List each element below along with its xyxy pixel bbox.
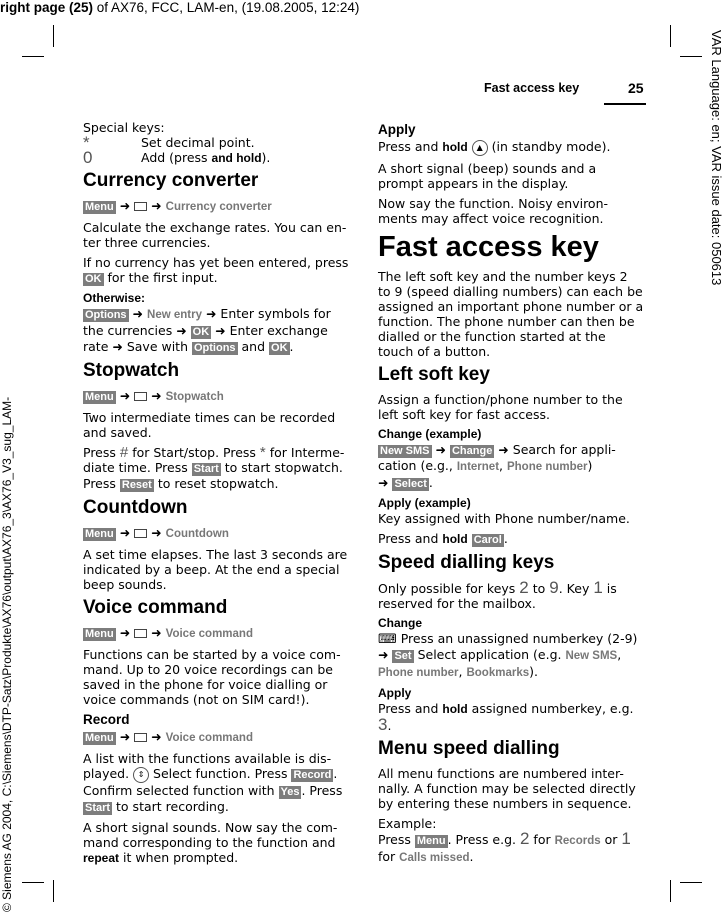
currency-title: Currency converter [83, 170, 259, 191]
paragraph: New SMS ➜ Change ➜ Search for appli-cation (e.g., Internet, Phone number) ➜ Select . [378, 441, 616, 490]
voice-command-title: Voice command [83, 597, 228, 618]
paragraph: Press Menu . Press e.g. 2 for Records or 1 for Calls missed. [378, 828, 631, 864]
menu-softkey[interactable]: Menu [416, 834, 446, 847]
paragraph: Assign a function/phone number to the left soft key for fast access. [378, 391, 623, 422]
left-soft-key-title: Left soft key [378, 363, 490, 385]
paragraph: Press and hold Carol . [378, 530, 508, 546]
key-row [83, 150, 349, 166]
example-label: Example: [378, 815, 437, 831]
crop-mark [670, 25, 671, 47]
key-desc: Set decimal point. [141, 135, 255, 150]
document-meta [0, 0, 359, 15]
menu-softkey[interactable]: Menu [85, 391, 114, 403]
paragraph: Options ➜ New entry ➜ Enter symbols for the currencies ➜ OK ➜ Enter exchange rate ➜ Save with Options and OK . [83, 306, 331, 354]
paragraph: A set time elapses. The last 3 seconds are indicated by a beep. At the end a special beep sounds. [83, 547, 348, 592]
side-note-right: VAR Language: en; VAR issue date: 050613 [709, 30, 724, 286]
extras-icon [134, 629, 147, 638]
fast-access-title: Fast access key [378, 230, 599, 263]
crop-mark [22, 56, 44, 57]
paragraph: Press and hold ▲ (in standby mode). [378, 139, 611, 154]
carol-softkey[interactable]: Carol [473, 533, 502, 546]
running-header: Fast access key [484, 81, 580, 95]
extras-icon [134, 202, 147, 211]
record-title: Record [83, 712, 130, 727]
set-softkey[interactable]: Set [394, 649, 412, 662]
extras-icon [134, 392, 147, 401]
apply-title: Apply [378, 122, 416, 137]
nav-up-key-icon: ▲ [472, 140, 488, 156]
meta-page: right page (25) [0, 0, 94, 15]
menu-speed-title: Menu speed dialling [378, 737, 560, 759]
ok-softkey[interactable]: OK [271, 342, 288, 354]
paragraph: Functions can be started by a voice com-mand. Up to 20 voice recordings can be saved in the phone for voice dialling or voice commands (not on SIM card!). [83, 647, 341, 707]
paragraph: Now say the function. Noisy environ-ments may affect voice recognition. [378, 195, 609, 226]
menu-softkey[interactable]: Menu [85, 732, 114, 744]
menu-softkey[interactable]: Menu [85, 528, 114, 540]
start-softkey[interactable]: Start [193, 463, 219, 475]
menu-path: Menu ➜ ➜ Stopwatch [85, 388, 224, 403]
menu-path: Menu ➜ ➜ Voice command [85, 625, 253, 640]
paragraph: A short signal sounds. Now say the com-mand corresponding to the function and repeat it when prompted. [83, 819, 338, 865]
paragraph: ⌨ Press an unassigned numberkey (2-9) ➜ Set Select application (e.g. New SMS, Phone number, Bookmarks). [378, 630, 638, 679]
paragraph: The left soft key and the number keys 2 to 9 (speed dialling numbers) can each be assigned an important phone number or a function. The phone number can then be dialled or the function started at the touch of a button. [378, 268, 644, 359]
menu-path: Menu ➜ ➜ Countdown [85, 525, 229, 540]
paragraph: If no currency has yet been entered, press OK for the first input. [83, 255, 349, 285]
crop-mark [680, 882, 702, 883]
change-example-label: Change (example) [378, 426, 482, 441]
options-softkey[interactable]: Options [85, 309, 127, 321]
star-key: * [83, 133, 90, 152]
countdown-title: Countdown [83, 497, 188, 518]
paragraph: A short signal (beep) sounds and a prompt appears in the display. [378, 160, 597, 191]
start-softkey[interactable]: Start [85, 801, 111, 814]
nav-key-icon: ⇕ [133, 767, 149, 783]
paragraph: A list with the functions available is dis-played. ⇕ Select function. Press Record . Confirm selected function with Yes . Press Start to start recording. [83, 751, 343, 814]
stopwatch-title: Stopwatch [83, 360, 180, 381]
crop-mark [53, 25, 54, 47]
paragraph: Key assigned with Phone number/name. [378, 510, 630, 526]
otherwise-label: Otherwise: [83, 291, 146, 305]
paragraph: All menu functions are numbered inter-nally. A function may be selected directly by entering these numbers in sequence. [378, 765, 636, 811]
side-note-left: © Siemens AG 2004, C:\Siemens\DTP-Satz\Produkte\AX76\output\AX76_3\AX76_V3_sug_LAM- [0, 396, 14, 912]
speed-dialling-title: Speed dialling keys [378, 551, 555, 573]
apply-label: Apply [378, 685, 412, 700]
crop-mark [680, 56, 702, 57]
reset-softkey[interactable]: Reset [121, 479, 152, 491]
crop-mark [53, 880, 54, 902]
meta-info: of AX76, FCC, LAM-en, (19.08.2005, 12:24) [93, 0, 360, 15]
menu-path: Menu ➜ ➜ Voice command [85, 729, 253, 744]
left-column [83, 120, 349, 871]
right-column [378, 120, 644, 871]
paragraph: Calculate the exchange rates. You can en-ter three currencies. [83, 220, 347, 250]
paragraph: Two intermediate times can be recorded and saved. [83, 410, 336, 440]
menu-path: Menu ➜ ➜ Currency converter [85, 198, 272, 213]
ok-softkey[interactable]: OK [85, 273, 102, 285]
zero-key: 0 [83, 148, 93, 167]
select-softkey[interactable]: Select [394, 477, 427, 490]
key-desc: Add (press and hold). [141, 150, 271, 165]
options-softkey[interactable]: Options [193, 342, 236, 354]
ok-softkey[interactable]: OK [192, 326, 210, 338]
paragraph: Press # for Start/stop. Press * for Interme-diate time. Press Start to start stopwatch. Press Reset to reset stopwatch. [83, 444, 345, 491]
change-softkey[interactable]: Change [451, 444, 493, 457]
page-number: 25 [628, 80, 644, 96]
extras-icon [134, 529, 147, 538]
record-softkey[interactable]: Record [293, 769, 332, 781]
new-sms-softkey[interactable]: New SMS [380, 444, 430, 457]
keypad-icon: ⌨ [378, 631, 397, 647]
extras-icon [134, 733, 147, 742]
menu-softkey[interactable]: Menu [85, 628, 114, 640]
yes-softkey[interactable]: Yes [280, 785, 300, 798]
change-label: Change [378, 615, 423, 630]
paragraph: Only possible for keys 2 to 9. Key 1 is reserved for the mailbox. [378, 577, 617, 611]
menu-softkey[interactable]: Menu [85, 201, 114, 213]
paragraph: Press and hold assigned numberkey, e.g. 3. [378, 700, 634, 734]
crop-mark [670, 880, 671, 902]
key-row [83, 135, 349, 150]
crop-mark [22, 882, 44, 883]
apply-example-label: Apply (example) [378, 495, 471, 510]
special-keys-label: Special keys: [83, 120, 165, 135]
header-rule [604, 103, 646, 105]
